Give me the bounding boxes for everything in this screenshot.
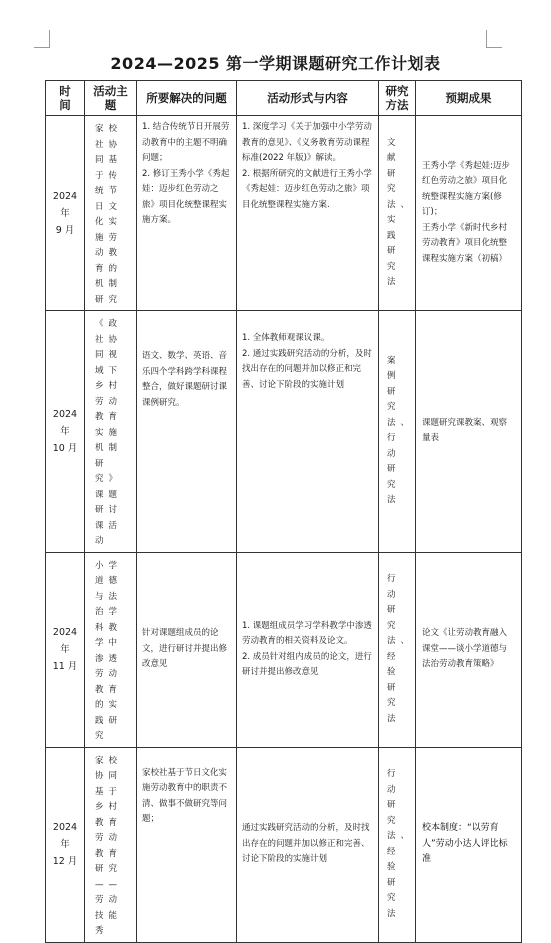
result-cell <box>416 747 522 942</box>
result-item: 论文《让劳动教育融入课堂——谈小学道德与法治劳动教育策略》 <box>422 628 508 670</box>
problem-item: 家校社基于节日文化实施劳动教育中的职责不清、做事不做研究等问题； <box>142 767 228 824</box>
table-row <box>46 311 522 553</box>
result-cell <box>416 311 522 553</box>
problem-item: 2. 修订王秀小学《秀起娃：迈步红色劳动之旅》项目化统整课程实施方案。 <box>142 168 230 225</box>
result-item: 王秀小学《秀起娃:迈步红色劳动之旅》项目化统整课程实施方案(修订)； <box>422 160 510 218</box>
form-item: 通过实践研究活动的分析，及时找出存在的问题并加以修正和完善、讨论下阶段的实施计划 <box>242 823 370 865</box>
time-cell: 2024 年 9 月 <box>46 116 85 311</box>
topic-cell: 《政社协同视域下乡村劳动教育实施机制研究》课题研讨课活动 <box>85 311 137 553</box>
header-method: 研究 方法 <box>379 81 416 116</box>
crop-mark <box>49 30 50 47</box>
result-cell <box>416 116 522 311</box>
table-row <box>46 552 522 747</box>
form-cell <box>237 311 379 553</box>
method-cell: 行动研究法、经验研究法 <box>379 747 416 942</box>
topic-cell: 小学道德与法治学科教学中渗透劳动教育的实践研究 <box>85 552 137 747</box>
form-item: 1. 深度学习《关于加强中小学劳动教育的意见》、《义务教育劳动课程标准(2022 年版)》解读。 <box>242 122 372 163</box>
problem-cell <box>137 552 237 747</box>
header-topic: 活动主 题 <box>85 81 137 116</box>
header-time: 时 间 <box>46 81 85 116</box>
problem-cell <box>137 311 237 553</box>
form-item: 2. 根据所研究的文献进行王秀小学《秀起娃：迈步红色劳动之旅》项目化统整课程实施方案. <box>242 168 372 210</box>
time-cell: 2024 年 11 月 <box>46 552 85 747</box>
problem-cell <box>137 116 237 311</box>
crop-mark <box>34 47 50 48</box>
problem-item: 语文、数学、英语、音乐四个学科跨学科课程整合，做好课题研讨课课例研究。 <box>142 351 228 408</box>
form-item: 2. 通过实践研究活动的分析，及时找出存在的问题并加以修正和完善、讨论下阶段的实施计划 <box>242 348 372 390</box>
form-cell <box>237 552 379 747</box>
result-cell <box>416 552 522 747</box>
table-row <box>46 116 522 311</box>
header-result: 预期成果 <box>416 81 522 116</box>
result-item: 校本制度：“以劳育人”劳动小达人评比标准 <box>422 823 508 865</box>
document-title: 2024—2025 第一学期课题研究工作计划表 <box>110 54 441 73</box>
time-cell: 2024 年 12 月 <box>46 747 85 942</box>
method-cell: 行动研究法、经验研究法 <box>379 552 416 747</box>
method-cell: 案例研究法、行动研究法 <box>379 311 416 553</box>
topic-cell: 家校社协同基于传统节日文化实施劳动教育的机制研究 <box>85 116 137 311</box>
table-row <box>46 747 522 942</box>
method-cell: 文献研究法、实践研究法 <box>379 116 416 311</box>
form-item: 1. 全体教师观课议课。 <box>242 333 330 343</box>
crop-mark <box>486 47 502 48</box>
form-item: 1. 课题组成员学习学科教学中渗透劳动教育的相关资料及论文。 <box>242 620 372 646</box>
plan-table <box>45 80 522 943</box>
problem-item: 针对课题组成员的论文，进行研讨并提出修改意见 <box>142 628 228 670</box>
form-item: 2. 成员针对组内成员的论文，进行研讨并提出修改意见 <box>242 651 372 677</box>
problem-item: 1. 结合传统节日开展劳动教育中的主题不明确问题； <box>142 122 230 163</box>
time-cell: 2024 年 10 月 <box>46 311 85 553</box>
topic-cell: 家校协同基于乡村教育劳动教育研究——劳动技能秀 <box>85 747 137 942</box>
problem-cell <box>137 747 237 942</box>
header-form: 活动形式与内容 <box>237 81 379 116</box>
form-cell <box>237 747 379 942</box>
crop-mark <box>486 30 487 47</box>
header-row <box>46 81 522 116</box>
form-cell <box>237 116 379 311</box>
result-item: 王秀小学《新时代乡村劳动教育》项目化统整课程实施方案（初稿） <box>422 222 508 264</box>
header-problem: 所要解决的问题 <box>137 81 237 116</box>
result-item: 课题研究课教案、观察量表 <box>422 417 508 444</box>
